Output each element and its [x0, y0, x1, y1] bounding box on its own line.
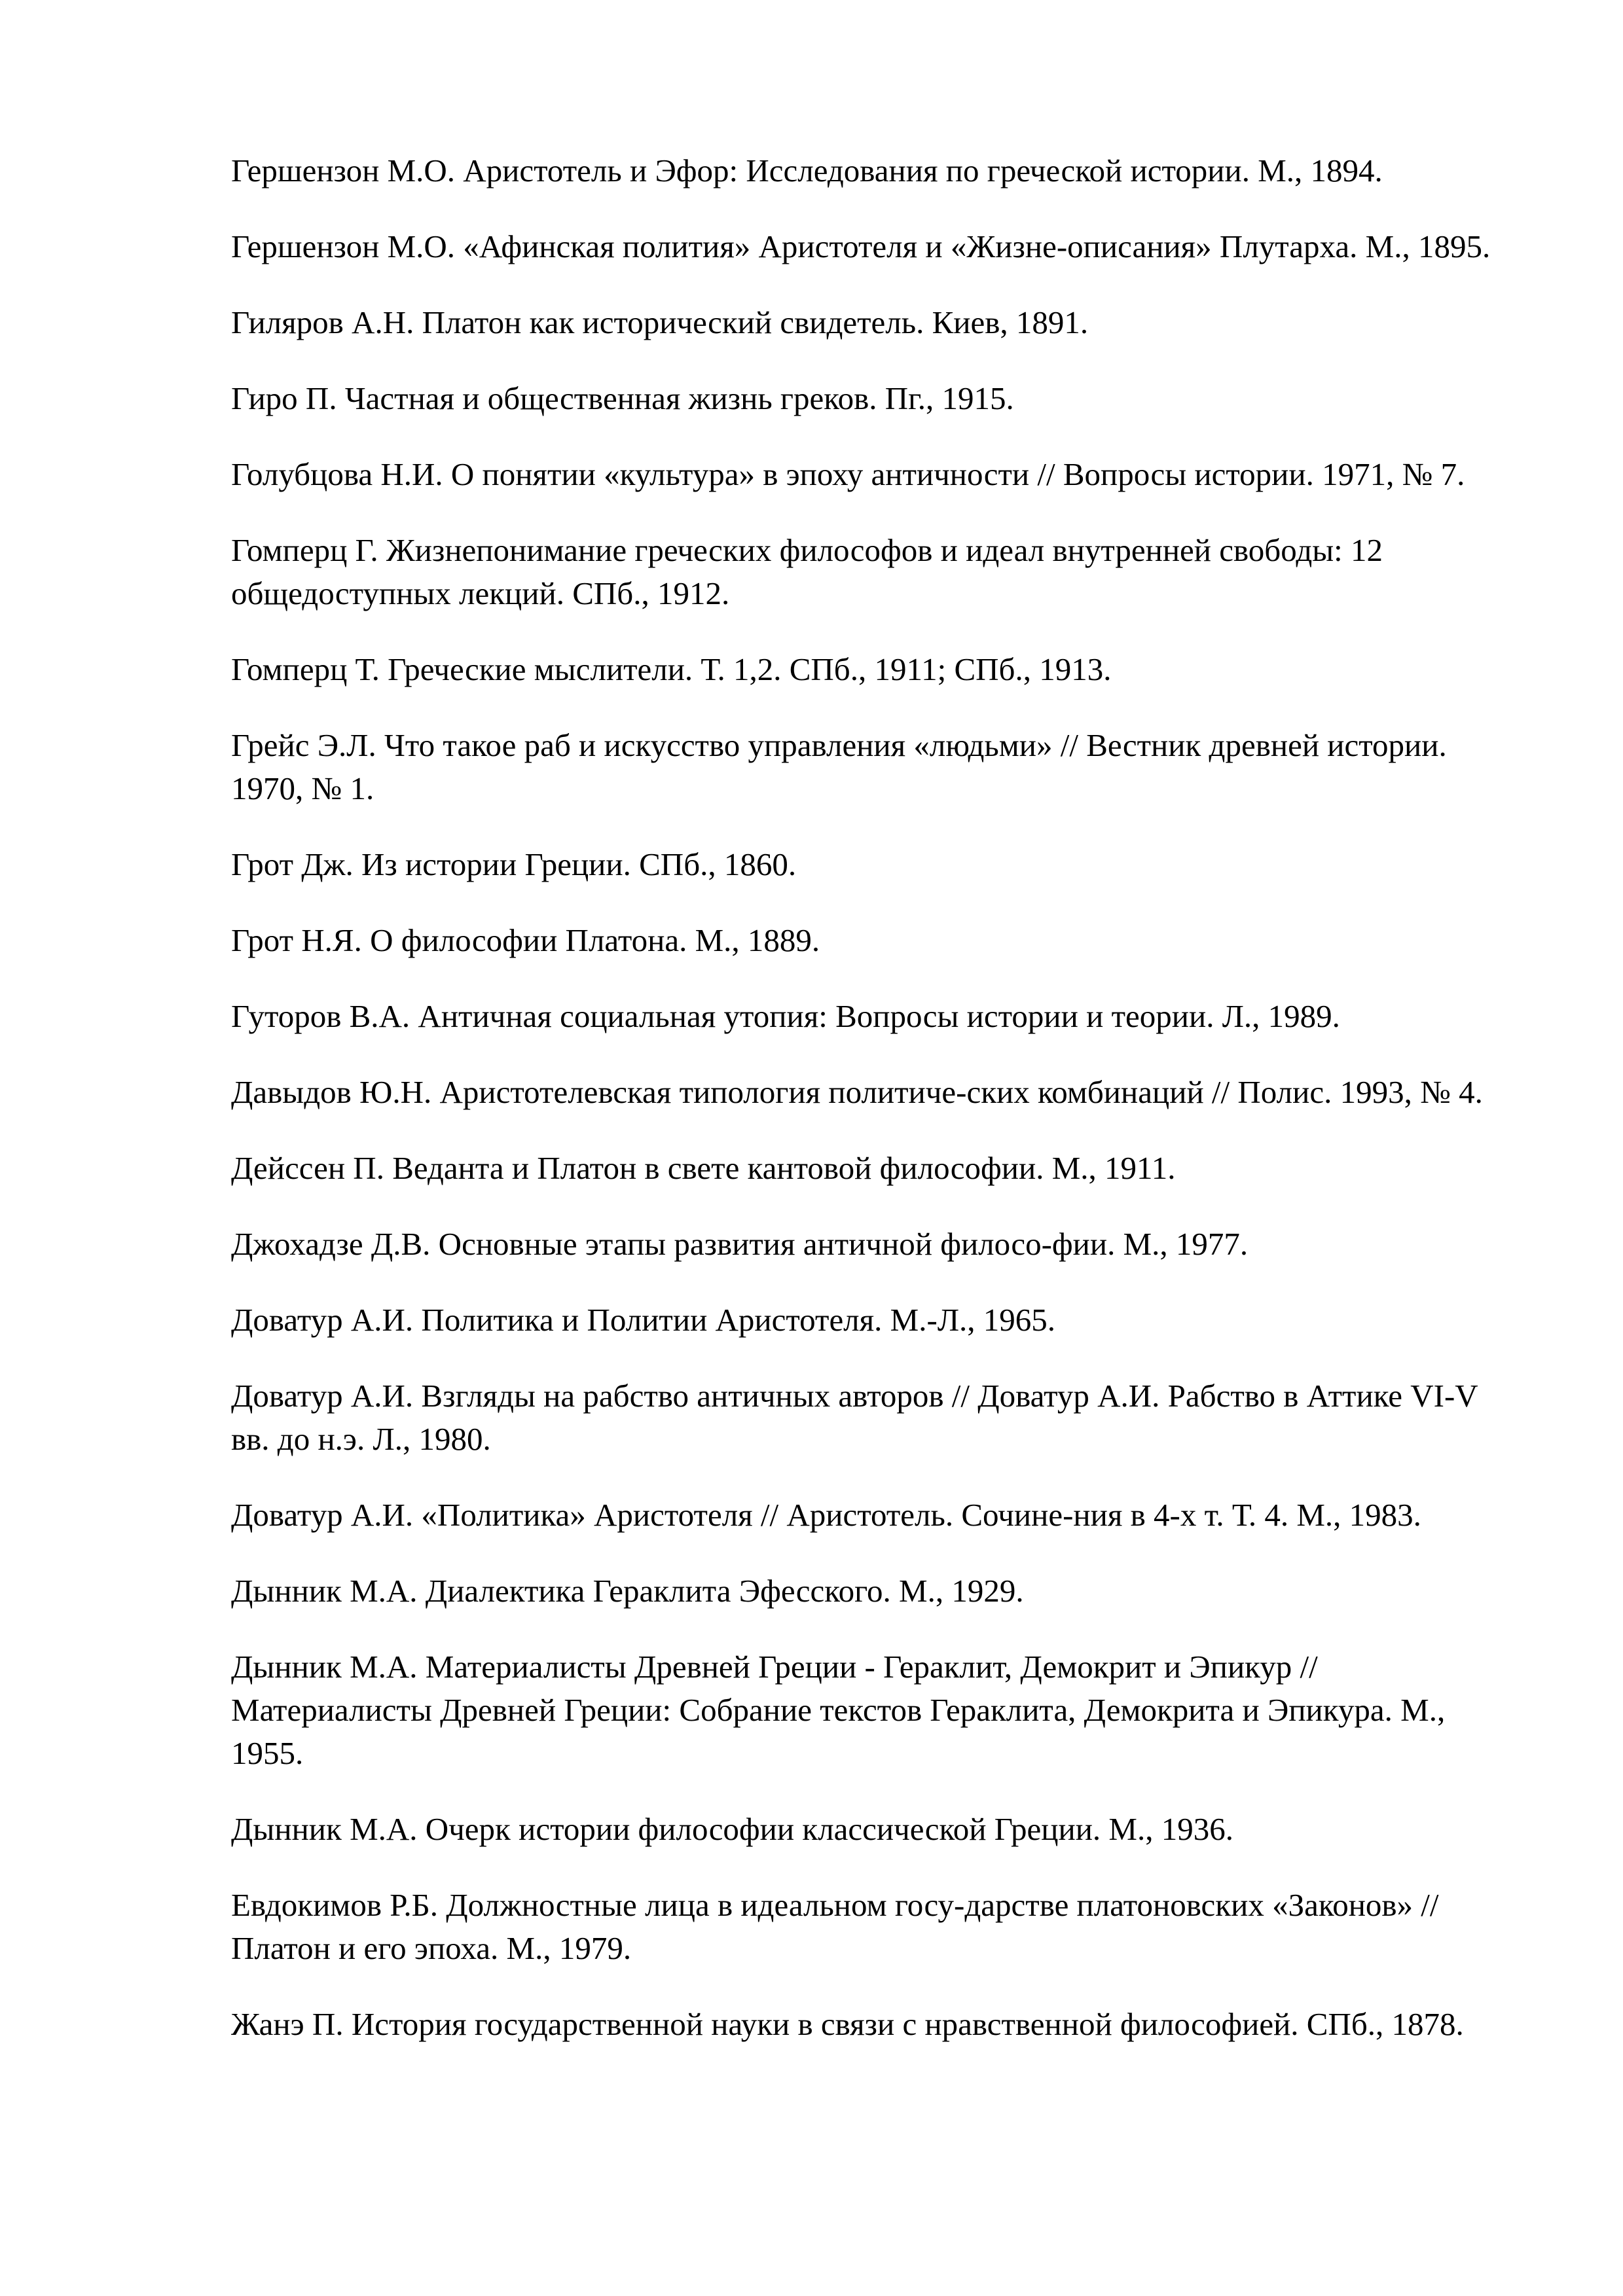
bibliography-entry: Гершензон М.О. «Афинская полития» Аристотеля и «Жизне-описания» Плутарха. М., 1895. [231, 228, 1491, 264]
bibliography-entry: Доватур А.И. Взгляды на рабство античных авторов // Доватур А.И. Рабство в Аттике VI-V вв. до н.э. Л., 1980. [231, 1378, 1478, 1457]
bibliography-entry: Доватур А.И. Политика и Политии Аристотеля. М.-Л., 1965. [231, 1302, 1056, 1338]
bibliography-entry: Гомперц Т. Греческие мыслители. Т. 1,2. СПб., 1911; СПб., 1913. [231, 651, 1112, 687]
bibliography-list [231, 149, 1501, 2079]
bibliography-entry: Голубцова Н.И. О понятии «культура» в эпоху античности // Вопросы истории. 1971, № 7. [231, 456, 1465, 492]
bibliography-entry: Гомперц Г. Жизнепонимание греческих философов и идеал внутренней свободы: 12 общедоступных лекций. СПб., 1912. [231, 532, 1383, 611]
bibliography-entry: Дынник М.А. Материалисты Древней Греции - Гераклит, Демокрит и Эпикур // Материалисты Древней Греции: Собрание текстов Гераклита, Демокрита и Эпикура. М., 1955. [231, 1649, 1446, 1771]
bibliography-entry: Дынник М.А. Очерк истории философии классической Греции. М., 1936. [231, 1811, 1233, 1847]
bibliography-entry: Давыдов Ю.Н. Аристотелевская типология политиче-ских комбинаций // Полис. 1993, № 4. [231, 1074, 1483, 1110]
bibliography-entry: Доватур А.И. «Политика» Аристотеля // Аристотель. Сочине-ния в 4-х т. Т. 4. М., 1983. [231, 1497, 1421, 1533]
bibliography-entry: Дынник М.А. Диалектика Гераклита Эфесского. М., 1929. [231, 1573, 1024, 1609]
bibliography-entry: Грот Н.Я. О философии Платона. М., 1889. [231, 922, 820, 958]
bibliography-entry: Евдокимов Р.Б. Должностные лица в идеальном госу-дарстве платоновских «Законов» // Платон и его эпоха. М., 1979. [231, 1887, 1439, 1966]
bibliography-entry: Джохадзе Д.В. Основные этапы развития античной филосо-фии. М., 1977. [231, 1226, 1249, 1262]
bibliography-entry: Гуторов В.А. Античная социальная утопия: Вопросы истории и теории. Л., 1989. [231, 998, 1340, 1034]
bibliography-entry: Грейс Э.Л. Что такое раб и искусство управления «людьми» // Вестник древней истории. 1970, № 1. [231, 727, 1447, 806]
bibliography-entry: Гиляров А.Н. Платон как исторический свидетель. Киев, 1891. [231, 304, 1089, 340]
bibliography-entry: Дейссен П. Веданта и Платон в свете кантовой философии. М., 1911. [231, 1150, 1176, 1186]
bibliography-entry: Гиро П. Частная и общественная жизнь греков. Пг., 1915. [231, 380, 1014, 416]
bibliography-entry: Гершензон М.О. Аристотель и Эфор: Исследования по греческой истории. М., 1894. [231, 152, 1383, 188]
bibliography-entry: Грот Дж. Из истории Греции. СПб., 1860. [231, 846, 797, 882]
bibliography-entry: Жанэ П. История государственной науки в связи с нравственной философией. СПб., 1878. [231, 2006, 1464, 2042]
